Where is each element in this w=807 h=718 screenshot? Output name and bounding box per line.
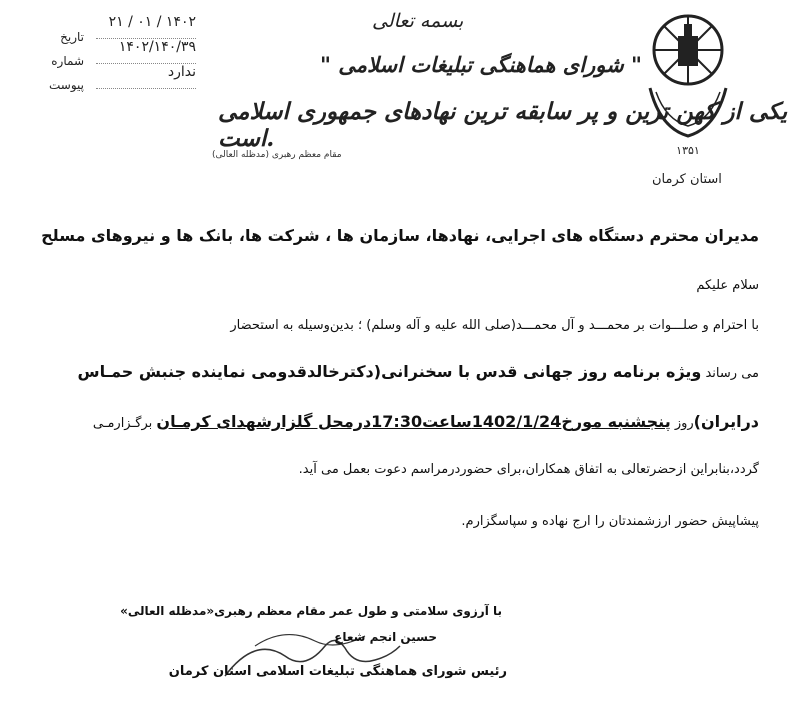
greeting: سلام علیکم [696, 278, 759, 293]
slogan: یکی از کهن ترین و پر سابقه ترین نهادهای جمهوری اسلامی است. [218, 98, 788, 152]
province-label: استان کرمان [652, 172, 722, 187]
date-label: تاریخ [60, 30, 84, 44]
bismillah: بسمه تعالی [372, 10, 464, 32]
signer-title: رئیس شورای هماهنگی تبلیغات اسلامی استان کرمان [168, 664, 507, 679]
council-name: " شورای هماهنگی تبلیغات اسلامی " [320, 52, 642, 77]
line3-bold-start: درایران) [693, 412, 759, 431]
body-line-3 [93, 412, 759, 431]
line3-end: برگـزارمـی [92, 416, 157, 431]
date-value: ۱۴۰۲ / ۰۱ / ۲۱ [96, 14, 196, 39]
meta-values [96, 14, 196, 89]
body-line-5: پیشاپیش حضور ارزشمندتان را ارج نهاده و سپاسگزارم. [461, 514, 759, 529]
number-label: شماره [51, 54, 84, 68]
addressee: مدیران محترم دستگاه های اجرایی، نهادها، سازمان ها ، شرکت ها، بانک ها و نیروهای مسلح [41, 226, 759, 245]
line3-underlined: پنجشنبه مورخ1402/1/24ساعت17:30درمحل گلزارشهدای کرمـان [156, 412, 671, 431]
number-value: ۱۴۰۲/۱۴۰/۳۹ [96, 39, 196, 64]
line2-prefix: می رساند [705, 366, 759, 381]
emblem-year: ۱۳۵۱ [676, 144, 700, 157]
handwritten-signature [215, 616, 405, 696]
line2-bold: ویژه برنامه روز جهانی قدس با سخنرانی(دکترخالدقدومی نماینده جنبش حمـاس [77, 362, 702, 381]
body-line-4: گردد،بنابراین ازحضرتعالی به اتفاق همکاران،برای حضوردرمراسم دعوت بعمل می آید. [298, 462, 759, 477]
closing-wishes: با آرزوی سلامتی و طول عمر مقام معظم رهبری«مدظله العالی» [120, 604, 502, 618]
attachment-value: ندارد [96, 64, 196, 89]
body-line-2 [78, 362, 759, 381]
attachment-label: پیوست [49, 78, 84, 92]
line3-mid: روز [670, 416, 694, 431]
meta-labels [24, 30, 84, 102]
signer-name: حسین انجم شعاع [334, 630, 437, 644]
body-line-1: با احترام و صلـــوات بر محمـــد و آل محمـــد(صلی الله علیه و آله وسلم) ؛ بدین‌وسیله به استحضار [230, 318, 759, 333]
quote-source: مقام معظم رهبری (مدظله العالی) [212, 150, 342, 160]
